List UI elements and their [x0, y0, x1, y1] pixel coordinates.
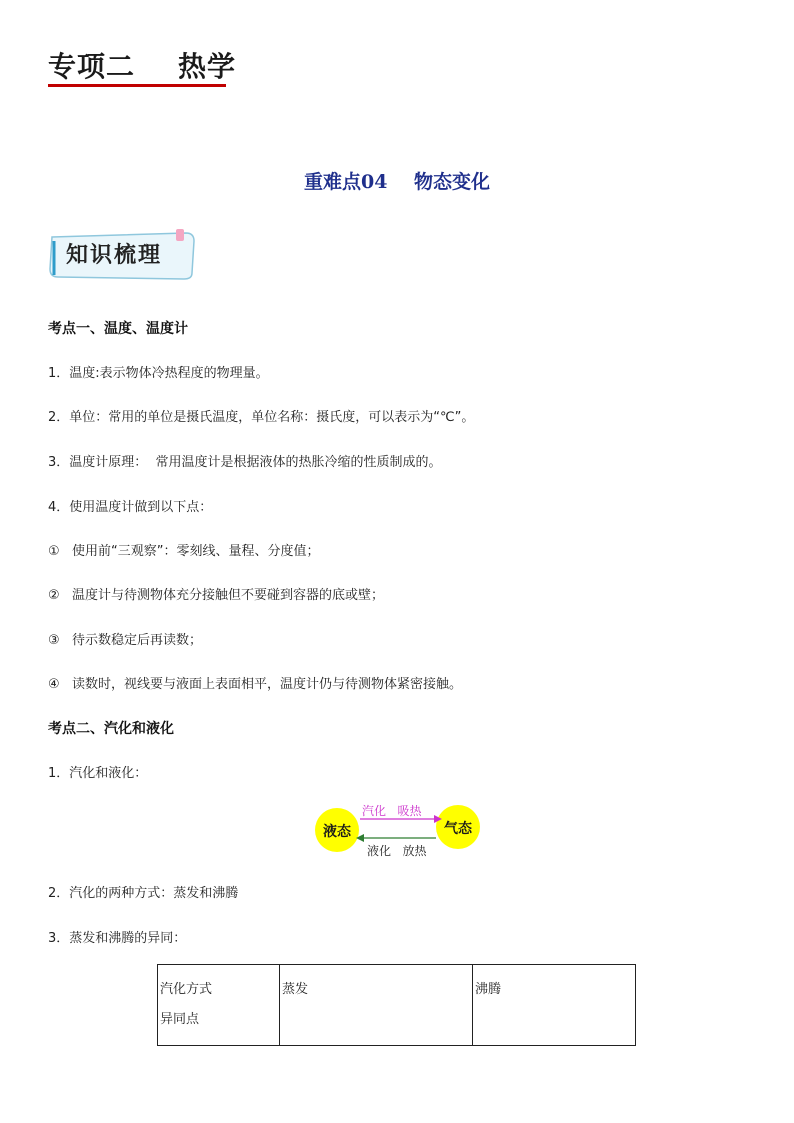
section-title: 专项二 热学 — [48, 50, 236, 83]
liquid-label: 液态 — [323, 824, 351, 840]
section-underline — [48, 84, 226, 87]
kp1-item-2: 2．单位：常用的单位是摄氏温度，单位名称：摄氏度，可以表示为“℃”。 — [48, 410, 475, 425]
clip-icon — [176, 229, 184, 241]
table-header-cell — [158, 965, 280, 1046]
header-line-2: 异同点 — [160, 1012, 200, 1027]
header-line-1: 汽化方式 — [160, 982, 213, 997]
kp1-subitem-3: ③ 待示数稳定后再读数； — [48, 633, 203, 648]
vaporize-label: 汽化 吸热 — [362, 804, 422, 818]
page-title: 重难点04 物态变化 — [304, 171, 490, 193]
condense-label: 液化 放热 — [367, 844, 427, 858]
kp1-subitem-1: ① 使用前“三观察”：零刻线、量程、分度值； — [48, 544, 320, 559]
kp1-item-3: 3．温度计原理： 常用温度计是根据液体的热胀冷缩的性质制成的。 — [48, 455, 442, 470]
kp1-item-1: 1．温度:表示物体冷热程度的物理量。 — [48, 366, 269, 381]
kp2-item-2: 2．汽化的两种方式：蒸发和沸腾 — [48, 886, 239, 901]
kp2-item-1: 1．汽化和液化： — [48, 766, 148, 781]
kp1-heading: 考点一、温度、温度计 — [48, 321, 188, 337]
table-cell-boiling: 沸腾 — [473, 965, 636, 1046]
kp2-heading: 考点二、汽化和液化 — [48, 721, 174, 737]
kp1-subitem-2: ② 温度计与待测物体充分接触但不要碰到容器的底或壁； — [48, 588, 385, 603]
kp1-subitem-4: ④ 读数时，视线要与液面上表面相平，温度计仍与待测物体紧密接触。 — [48, 677, 463, 692]
gas-label: 气态 — [444, 821, 472, 837]
table-row — [158, 965, 636, 1046]
kp2-item-3: 3．蒸发和沸腾的异同： — [48, 931, 187, 946]
comparison-table — [157, 964, 636, 1046]
table-cell-evaporation: 蒸发 — [280, 965, 473, 1046]
badge-label: 知识梳理 — [66, 242, 163, 268]
kp1-item-4: 4．使用温度计做到以下点： — [48, 500, 213, 515]
